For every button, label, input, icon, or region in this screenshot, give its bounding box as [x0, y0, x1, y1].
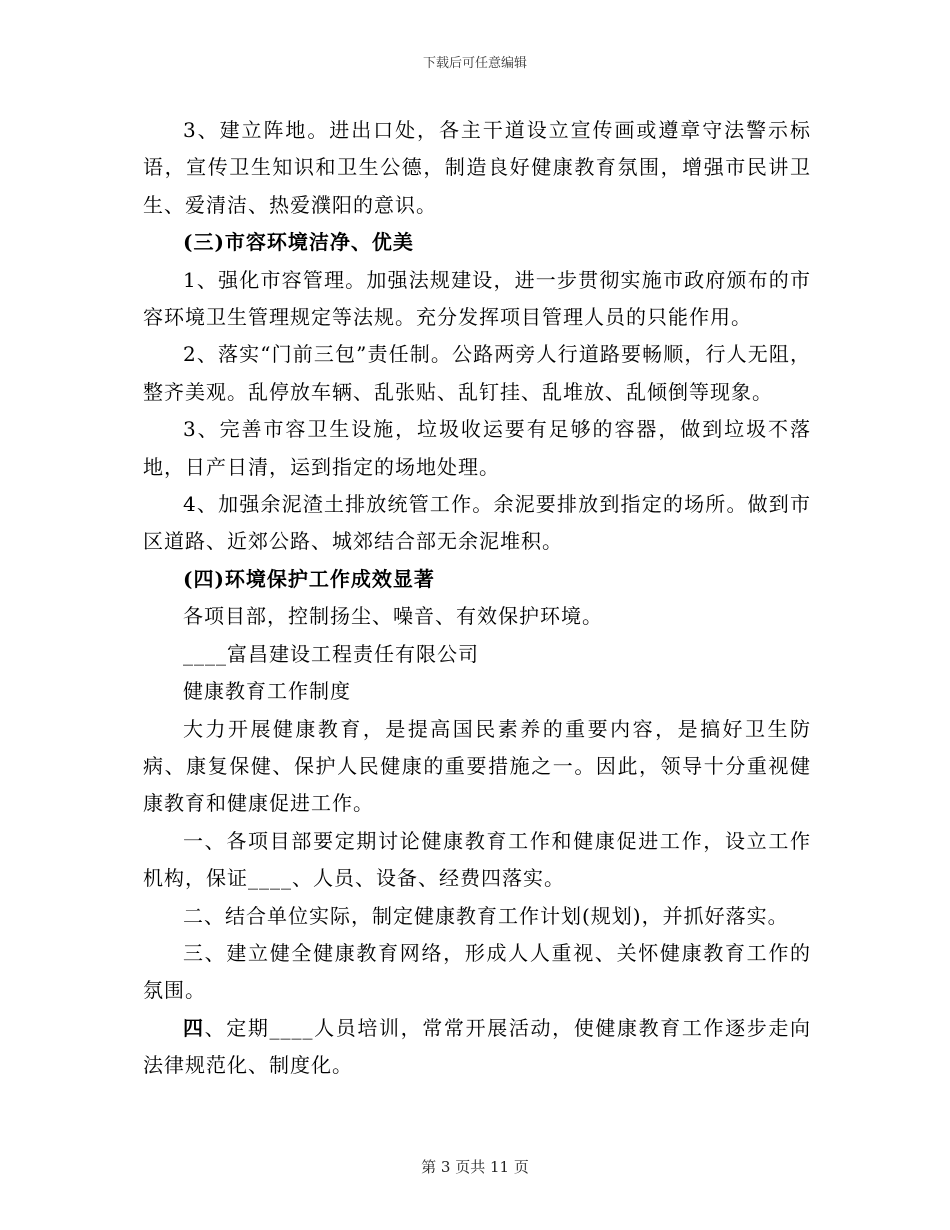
paragraph-rule-one: 一、各项目部要定期讨论健康教育工作和健康促进工作，设立工作机构，保证____、人员、设备、经费四落实。: [143, 828, 811, 891]
document-title-health-education: 健康教育工作制度: [183, 679, 351, 704]
page-header-note: 下载后可任意编辑: [422, 56, 527, 71]
rule-four-text: 、定期____人员培训，常常开展活动，使健康教育工作逐步走向法律规范化、制度化。: [143, 1015, 812, 1078]
paragraph-health-education-intro: 大力开展健康教育，是提高国民素养的重要内容，是搞好卫生防病、康复保健、保护人民健康的重要措施之一。因此，领导十分重视健康教育和健康促进工作。: [143, 716, 811, 816]
paragraph-sanitation-facilities: 3、完善市容卫生设施，垃圾收运要有足够的容器，做到垃圾不落地，日产日清，运到指定的场地处理。: [143, 417, 811, 479]
paragraph-rule-two: 二、结合单位实际，制定健康教育工作计划(规划)，并抓好落实。: [183, 903, 789, 928]
document-body: [143, 112, 811, 1085]
page-number-footer: 第 3 页共 11 页: [421, 1158, 529, 1176]
rule-four-number: 四: [183, 1015, 205, 1040]
paragraph-muck-discharge: 4、加强余泥渣土排放统管工作。余泥要排放到指定的场所。做到市区道路、近郊公路、城郊结合部无余泥堆积。: [143, 492, 811, 554]
section-heading-environmental-protection: (四)环境保护工作成效显著: [183, 566, 435, 591]
section-heading-city-environment: (三)市容环境洁净、优美: [183, 230, 414, 255]
paragraph-city-management: 1、强化市容管理。加强法规建设，进一步贯彻实施市政府颁布的市容环境卫生管理规定等法规。充分发挥项目管理人员的只能作用。: [143, 267, 811, 330]
paragraph-build-positions: 3、建立阵地。进出口处，各主干道设立宣传画或遵章守法警示标语，宣传卫生知识和卫生公德，制造良好健康教育氛围，增强市民讲卫生、爱清洁、热爱濮阳的意识。: [143, 118, 811, 217]
paragraph-project-departments: 各项目部，控制扬尘、噪音、有效保护环境。: [183, 604, 603, 629]
paragraph-rule-three: 三、建立健全健康教育网络，形成人人重视、关怀健康教育工作的氛围。: [143, 940, 811, 1003]
paragraph-three-guarantees: 2、落实“门前三包”责任制。公路两旁人行道路要畅顺，行人无阻，整齐美观。乱停放车辆、乱张贴、乱钉挂、乱堆放、乱倾倒等现象。: [143, 342, 811, 404]
paragraph-rule-four: [143, 1010, 811, 1085]
company-name-line: ____富昌建设工程责任有限公司: [183, 641, 479, 666]
